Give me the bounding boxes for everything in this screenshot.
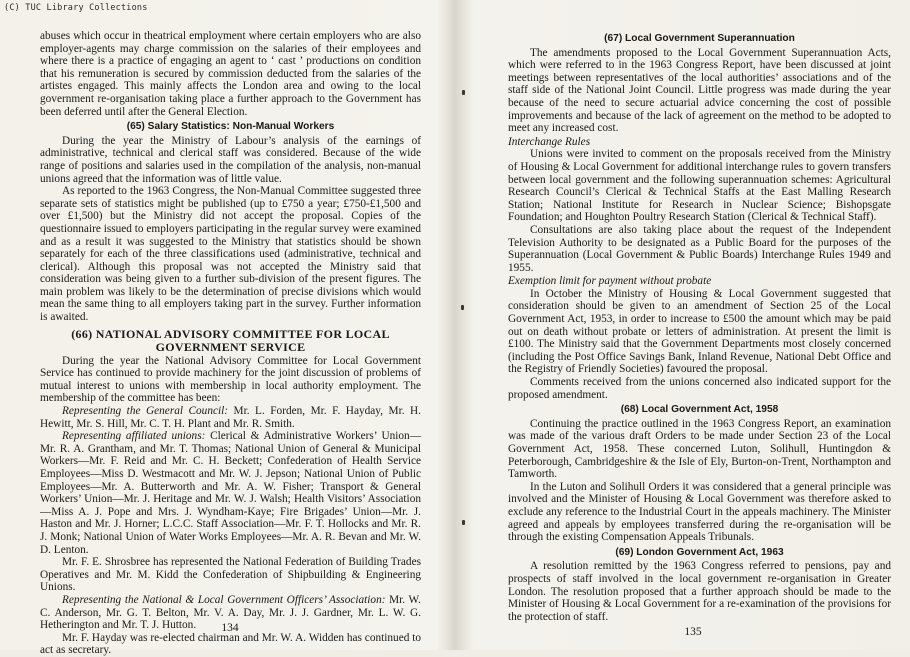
paragraph: Continuing the practice outlined in the 1963 Congress Report, an examination was made of the various draft Orders to be made under Section 23 of the Local Government Act, 1958. These concerned Luton, Solihull, Huntingdon & Peterborough, Cambridgeshire & the Isle of Ely, Burton-on-Trent, Northampton and Tamworth.: [508, 417, 891, 481]
label: Representing the General Council:: [62, 405, 229, 418]
paragraph: Mr. F. Hayday was re-elected chairman and Mr. W. A. Widden has continued to act as secretary.: [40, 631, 421, 657]
section-65-heading: (65) Salary Statistics: Non-Manual Workers: [126, 121, 335, 133]
label: Representing the National & Local Government Officers’ Association:: [62, 593, 386, 606]
text: Mr. L. Forden, Mr. F. Hayday, Mr. H. Hewitt, Mr. S. Hill, Mr. C. T. H. Plant and Mr. R. Smith.: [40, 405, 422, 430]
section-68-heading: (68) Local Government Act, 1958: [620, 404, 779, 416]
subheading-exemption: Exemption limit for payment without probate: [508, 275, 712, 288]
paragraph: A resolution remitted by the 1963 Congress referred to pensions, pay and prospects of staff involved in the local government re-organisation in Greater London. The resolution proposed that a further approach should be made to the Minister of Housing & Local Government for a re-examination of the provisions for the protection of staff.: [508, 560, 891, 623]
left-page: [40, 30, 422, 657]
gutter-mark: [462, 90, 465, 95]
paragraph: [40, 430, 421, 556]
gutter-mark: [461, 305, 464, 310]
page-number-right: 135: [684, 626, 702, 638]
section-69-heading: (69) London Government Act, 1963: [615, 546, 784, 558]
right-page: [508, 30, 891, 646]
paragraph: As reported to the 1963 Congress, the Non-Manual Committee suggested three separate sets of statistics might be published (up to £750 a year; £750-£1,500 and over £1,500) but the Ministry did not accept the proposal. Copies of the questionnaire issued to employers participating in the regular survey were examined and as a result it was suggested to the Ministry that statistics should be shown separately for each of the three classifications used (administrative, technical and clerical). Although this proposal was not accepted the Ministry said that consideration was being given to a further sub-division of the present figures. The main problem was likely to be the determination of precise divisions which would mean the same thing to all employers taking part in the survey. Further information is awaited.: [40, 185, 421, 324]
paragraph: Unions were invited to comment on the proposals received from the Ministry of Housing & Local Government for additional interchange rules to govern transfers between local government and the following superannuation schemes: Agricultural Research Council’s Clerical & Technical Staffs at the East Malling Research Station; National Institute for Research in Nuclear Science; Bishopsgate Foundation; and Houghton Poultry Research Station (Clerical & Technical Staff).: [508, 148, 891, 224]
paragraph: The amendments proposed to the Local Government Superannuation Acts, which were referred to in the 1963 Congress Report, have been discussed at joint meetings between representatives of the local authorities’ associations and of the staff side of the National Joint Council. Little progress was made during the year because of the need to secure actuarial advice concerning the cost of possible improvements and because of the lack of agreement on the method to be adopted to meet any increased cost.: [508, 46, 891, 135]
watermark: (C) TUC Library Collections: [4, 3, 148, 13]
text: Clerical & Administrative Workers’ Union—Mr. R. A. Grantham, and Mr. T. Thomas; National Union of General & Municipal Workers—Mr. F. Reid and Mr. C. H. Beckett; Confederation of Health Service Employees—Miss D. Westmacott and Mr. W. J. Jepson; National Union of Public Employees—Mr. A. Butterworth and Mr. A. W. Fisher; Transport & General Workers’ Union—Mr. J. Heritage and Mr. W. J. Walsh; Health Visitors’ Association—Miss A. J. Pope and Mrs. J. Wyndham-Kaye; Fire Brigades’ Union—Mr. J. Haston and Mr. J. Horner; L.C.C. Staff Association—Mr. F. T. Hollocks and Mr. R. J. Monk; National Union of Water Works Employees—Mr. A. R. Bevan and Mr. W. D. Lenton.: [40, 430, 421, 556]
paragraph: In the Luton and Solihull Orders it was considered that a general principle was involved and the Minister of Housing & Local Government was therefore asked to exclude any reference to the Industrial Court in the appeals machinery. The Minister agreed and appeals by employees transferred during the re-organisation will be through the existing Compensation Appeals Tribunals.: [508, 480, 891, 544]
paragraph: Mr. F. E. Shrosbree has represented the National Federation of Building Trades Operatives and Mr. M. Kidd the Confederation of Shipbuilding & Engineering Unions.: [40, 556, 421, 594]
paragraph: Consultations are also taking place about the request of the Independent Television Authority to be designated as a Public Board for the purposes of the Superannuation (Local Government & Public Boards) Interchange Rules 1949 and 1955.: [508, 223, 891, 274]
gutter-mark: [462, 520, 465, 525]
paragraph: During the year the National Advisory Committee for Local Government Service has continued to provide machinery for the joint discussion of problems of mutual interest to unions with membership in local authority employment. The membership of the committee has been:: [40, 354, 421, 405]
label: Representing affiliated unions:: [62, 430, 206, 443]
paragraph: Comments received from the unions concerned also indicated support for the proposed amendment.: [508, 376, 891, 401]
paragraph: abuses which occur in theatrical employment where certain employers who are also employer-agents may charge commission on the salaries of their employees and where there is a practice of engaging an agent to ‘ cast ’ productions on condition that his remuneration is secured by commission deducted from the salaries of the artistes engaged. This mainly affects the London area and owing to the local government re-organisation taking place a further approach to the Government has been deferred until after the General Election.: [40, 30, 421, 118]
paragraph: In October the Ministry of Housing & Local Government suggested that consideration should be given to an amendment of Section 25 of the Local Government Act, 1953, in order to increase to £500 the amount which may be paid out on death without probate or letters of administration. At present the limit is £100. The Ministry said that the Government Departments most closely concerned (including the Post Office Savings Bank, Inland Revenue, National Debt Office and the Registry of Friendly Societies) favoured the proposal.: [508, 287, 891, 376]
paragraph: [40, 405, 421, 430]
section-66-heading: (66) NATIONAL ADVISORY COMMITTEE FOR LOCAL GOVERNMENT SERVICE: [71, 326, 390, 354]
paragraph: During the year the Ministry of Labour’s analysis of the earnings of administrative, technical and clerical staff was considered. Because of the wide range of positions and salaries used in the compilation of the analysis, non-manual unions agreed that the information was of little value.: [40, 134, 421, 185]
subheading-interchange: Interchange Rules: [508, 135, 591, 148]
section-67-heading: (67) Local Government Superannuation: [604, 33, 795, 44]
page-number-left: 134: [221, 622, 239, 634]
text: Mr. W. C. Anderson, Mr. G. T. Belton, Mr. V. A. Day, Mr. J. J. Gardner, Mr. L. W. G. Hetherington and Mr. T. J. Hutton.: [40, 593, 421, 632]
